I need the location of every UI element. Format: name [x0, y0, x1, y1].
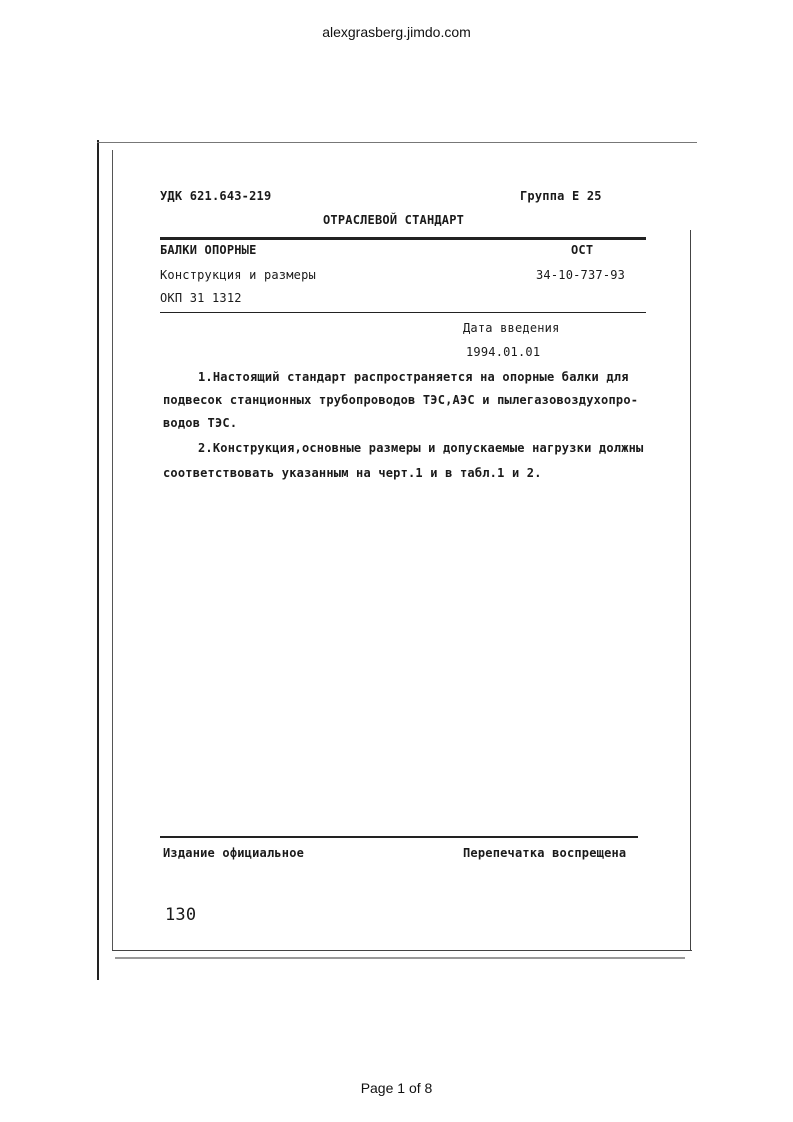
paragraph-line: соответствовать указанным на черт.1 и в табл.1 и 2. [163, 466, 542, 480]
okp-code: ОКП 31 1312 [160, 291, 242, 305]
frame-right-border [690, 230, 691, 950]
ost-number: 34-10-737-93 [536, 268, 626, 282]
intro-date: 1994.01.01 [466, 345, 541, 359]
group-code: Группа Е 25 [520, 189, 602, 203]
document-subtitle: Конструкция и размеры [160, 268, 316, 282]
paragraph-line: 2.Конструкция,основные размеры и допускаемые нагрузки должны [198, 441, 644, 455]
header-divider [160, 237, 646, 240]
intro-date-label: Дата введения [463, 321, 560, 335]
paragraph-line: подвесок станционных трубопроводов ТЭС,АЭС и пылегазовоздухопро- [163, 393, 639, 407]
site-header: alexgrasberg.jimdo.com [322, 24, 471, 40]
frame-bottom-border [112, 950, 692, 951]
frame-inner-left-border [112, 150, 113, 950]
paragraph-line: 1.Настоящий стандарт распространяется на опорные балки для [198, 370, 629, 384]
title-divider [160, 312, 646, 313]
document-title: БАЛКИ ОПОРНЫЕ [160, 243, 257, 257]
udk-code: УДК 621.643-219 [160, 189, 272, 203]
page-footer: Page 1 of 8 [360, 1080, 433, 1096]
footer-divider [160, 836, 638, 838]
frame-left-border [97, 140, 99, 980]
frame-bottom-shadow [115, 957, 685, 959]
standard-type: ОТРАСЛЕВОЙ СТАНДАРТ [323, 213, 465, 227]
official-edition: Издание официальное [163, 846, 305, 860]
reprint-prohibited: Перепечатка воспрещена [463, 846, 627, 860]
frame-top-border [97, 142, 697, 143]
paragraph-line: водов ТЭС. [163, 416, 238, 430]
page-number: 130 [165, 905, 197, 925]
ost-label: ОСТ [571, 243, 594, 257]
